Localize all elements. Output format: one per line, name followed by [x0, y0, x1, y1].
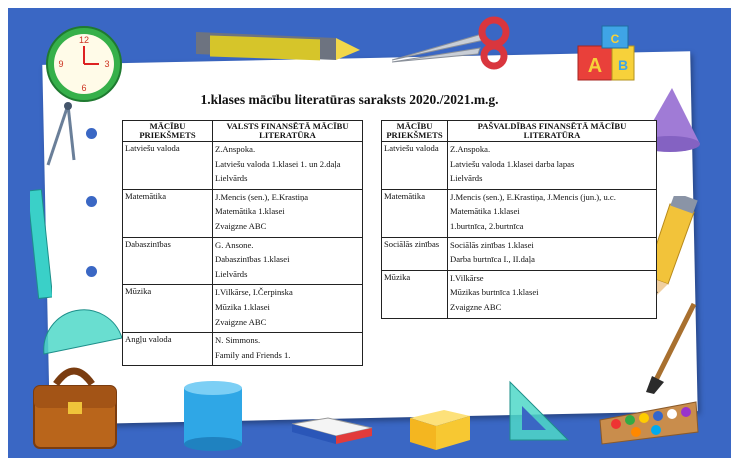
- state-funded-table: [122, 120, 363, 366]
- clock-number: 12: [78, 35, 90, 45]
- block-letter: C: [610, 32, 620, 46]
- table-row: [123, 285, 363, 333]
- literature-cell: Sociālās zinības 1.klasei Darba burtnīca I., II.daļa: [448, 237, 657, 270]
- table-row: [382, 189, 657, 237]
- literature-cell: J.Mencis (sen.), E.Krastiņa Matemātika 1.klasei Zvaigzne ABC: [213, 189, 363, 237]
- ruler-icon: [30, 188, 52, 300]
- eraser-icon: [288, 414, 376, 448]
- clock-number: 3: [104, 59, 110, 69]
- compass-icon: [38, 100, 78, 170]
- protractor-icon: [40, 308, 124, 358]
- binder-hole: [86, 196, 97, 207]
- table-row: [382, 237, 657, 270]
- literature-cell: J.Mencis (sen.), E.Krastiņa, J.Mencis (jun.), u.c. Matemātika 1.klasei 1.burtnīca, 2.burtnīca: [448, 189, 657, 237]
- subject-cell: Mūzika: [123, 285, 213, 333]
- subject-cell: Latviešu valoda: [123, 142, 213, 190]
- binder-hole: [86, 128, 97, 139]
- school-bag-icon: [26, 356, 122, 454]
- block-letter: B: [617, 57, 629, 73]
- clock-number: 9: [58, 59, 64, 69]
- alphabet-blocks-icon: [574, 24, 658, 86]
- subject-cell: Mūzika: [382, 270, 448, 318]
- literature-cell: Z.Anspoka. Latviešu valoda 1.klasei darba lapas Lielvārds: [448, 142, 657, 190]
- block-letter: A: [587, 55, 603, 77]
- clock-number: 6: [81, 83, 87, 93]
- subject-cell: Dabaszinības: [123, 237, 213, 285]
- binder-hole: [86, 266, 97, 277]
- subject-cell: Matemātika: [123, 189, 213, 237]
- municipal-funded-table: [381, 120, 657, 319]
- page-title: 1.klases mācību literatūras saraksts 2020./2021.m.g.: [200, 92, 499, 107]
- subject-cell: Latviešu valoda: [382, 142, 448, 190]
- literature-cell: N. Simmons. Family and Friends 1.: [213, 333, 363, 366]
- table-row: [123, 237, 363, 285]
- set-square-icon: [502, 378, 572, 444]
- paint-palette-icon: [596, 396, 702, 446]
- table-row: [382, 142, 657, 190]
- subject-cell: Sociālās zinības: [382, 237, 448, 270]
- subject-cell: Matemātika: [382, 189, 448, 237]
- literature-cell: I.Vilkārse Mūzikas burtnīca 1.klasei Zvaigzne ABC: [448, 270, 657, 318]
- literature-cell: I.Vilkārse, I.Čerpinska Mūzika 1.klasei Zvaigzne ABC: [213, 285, 363, 333]
- literature-cell: Z.Anspoka. Latviešu valoda 1.klasei 1. un 2.daļa Lielvārds: [213, 142, 363, 190]
- crayon-icon: [196, 24, 362, 64]
- column-header: MĀCĪBU PRIEKŠMETS: [123, 121, 213, 142]
- table-row: [123, 189, 363, 237]
- table-row: [382, 270, 657, 318]
- cube-icon: [404, 404, 474, 452]
- cylinder-icon: [180, 378, 246, 452]
- subject-cell: Angļu valoda: [123, 333, 213, 366]
- table-row: [123, 333, 363, 366]
- literature-cell: G. Ansone. Dabaszinības 1.klasei Lielvārds: [213, 237, 363, 285]
- column-header: MĀCĪBU PRIEKŠMETS: [382, 121, 448, 142]
- column-header: VALSTS FINANSĒTĀ MĀCĪBU LITERATŪRA: [213, 121, 363, 142]
- table-row: [123, 142, 363, 190]
- scissors-icon: [392, 16, 522, 72]
- column-header: PAŠVALDĪBAS FINANSĒTĀ MĀCĪBU LITERATŪRA: [448, 121, 657, 142]
